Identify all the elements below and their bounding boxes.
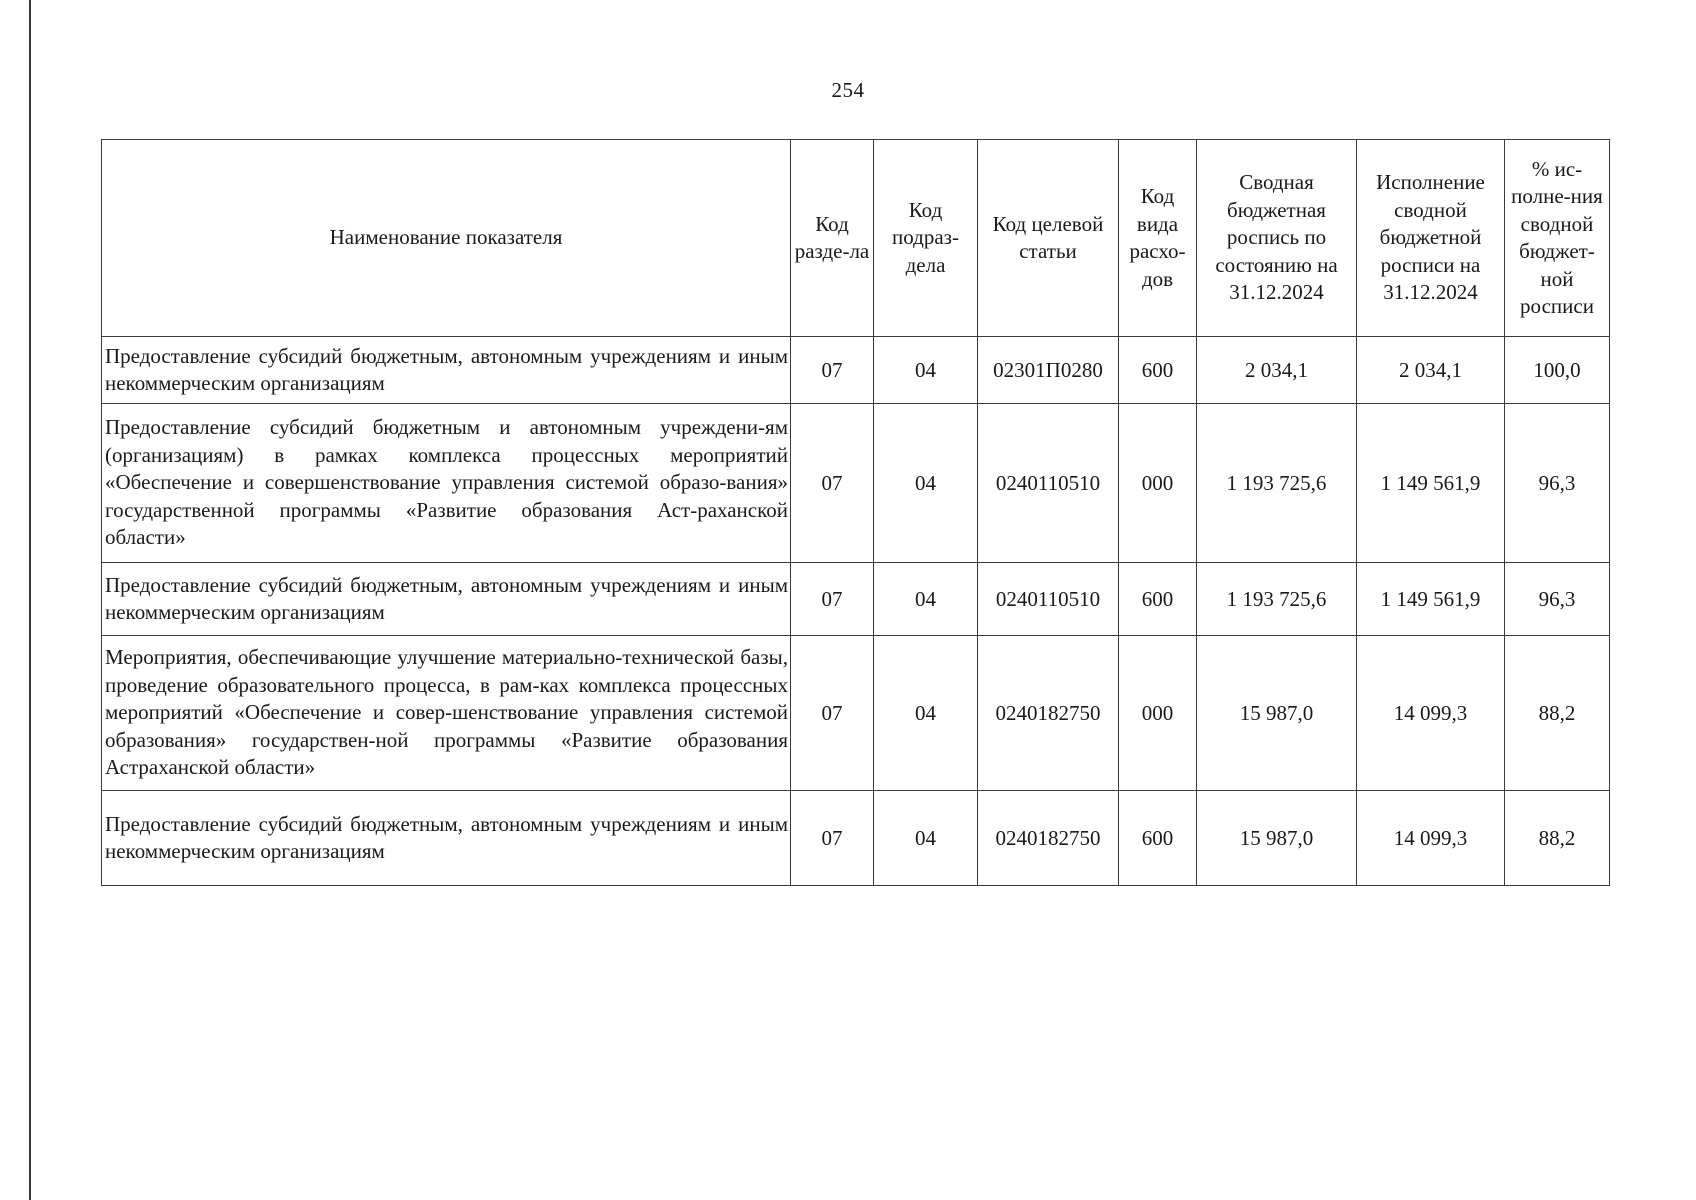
cell-subsection: 04 [874,337,978,404]
cell-name: Мероприятия, обеспечивающие улучшение материально-технической базы, проведение образовательного процесса, в рам-ках комплекса процессных мероприятий «Обеспечение и совер-шенствование управления системой образования» государствен-ной программы «Развитие образования Астраханской области» [102,636,791,791]
cell-plan: 1 193 725,6 [1197,404,1357,563]
cell-target: 0240110510 [978,404,1119,563]
cell-percent: 96,3 [1505,563,1610,636]
cell-kind: 000 [1119,404,1197,563]
cell-subsection: 04 [874,563,978,636]
cell-execution: 14 099,3 [1357,791,1505,886]
cell-plan: 15 987,0 [1197,636,1357,791]
table-row [102,563,1610,636]
cell-name: Предоставление субсидий бюджетным, автономным учреждениям и иным некоммерческим организациям [102,563,791,636]
header-expense-type-code: Код вида расхо-дов [1119,140,1197,337]
cell-section: 07 [791,791,874,886]
cell-subsection: 04 [874,791,978,886]
cell-name: Предоставление субсидий бюджетным и автономным учреждени-ям (организациям) в рамках комплекса процессных мероприятий «Обеспечение и совершенствование управления системой образо-вания» государственной программы «Развитие образования Аст-раханской области» [102,404,791,563]
cell-plan: 1 193 725,6 [1197,563,1357,636]
cell-subsection: 04 [874,404,978,563]
cell-plan: 2 034,1 [1197,337,1357,404]
cell-section: 07 [791,636,874,791]
page-number: 254 [831,78,865,102]
cell-target: 0240110510 [978,563,1119,636]
cell-plan: 15 987,0 [1197,791,1357,886]
cell-section: 07 [791,404,874,563]
cell-kind: 000 [1119,636,1197,791]
header-target-code: Код целевой статьи [978,140,1119,337]
cell-kind: 600 [1119,791,1197,886]
cell-target: 02301П0280 [978,337,1119,404]
cell-percent: 88,2 [1505,791,1610,886]
cell-execution: 1 149 561,9 [1357,563,1505,636]
header-execution: Исполнение сводной бюджетной росписи на 31.12.2024 [1357,140,1505,337]
cell-name: Предоставление субсидий бюджетным, автономным учреждениям и иным некоммерческим организациям [102,337,791,404]
cell-percent: 88,2 [1505,636,1610,791]
table-row [102,337,1610,404]
cell-execution: 1 149 561,9 [1357,404,1505,563]
table-row [102,404,1610,563]
budget-execution-table [101,139,1610,886]
header-section-code: Код разде-ла [791,140,874,337]
cell-section: 07 [791,337,874,404]
table-row [102,636,1610,791]
header-subsection-code: Код подраз-дела [874,140,978,337]
table-row [102,791,1610,886]
cell-kind: 600 [1119,563,1197,636]
table-header-row [102,140,1610,337]
cell-percent: 100,0 [1505,337,1610,404]
cell-percent: 96,3 [1505,404,1610,563]
cell-kind: 600 [1119,337,1197,404]
header-plan: Сводная бюджетная роспись по состоянию на 31.12.2024 [1197,140,1357,337]
cell-section: 07 [791,563,874,636]
header-percent: % ис-полне-ния сводной бюджет-ной росписи [1505,140,1610,337]
cell-name: Предоставление субсидий бюджетным, автономным учреждениям и иным некоммерческим организациям [102,791,791,886]
cell-execution: 14 099,3 [1357,636,1505,791]
cell-target: 0240182750 [978,791,1119,886]
header-name: Наименование показателя [102,140,791,337]
cell-subsection: 04 [874,636,978,791]
cell-execution: 2 034,1 [1357,337,1505,404]
scan-edge-line [29,0,31,1200]
cell-target: 0240182750 [978,636,1119,791]
